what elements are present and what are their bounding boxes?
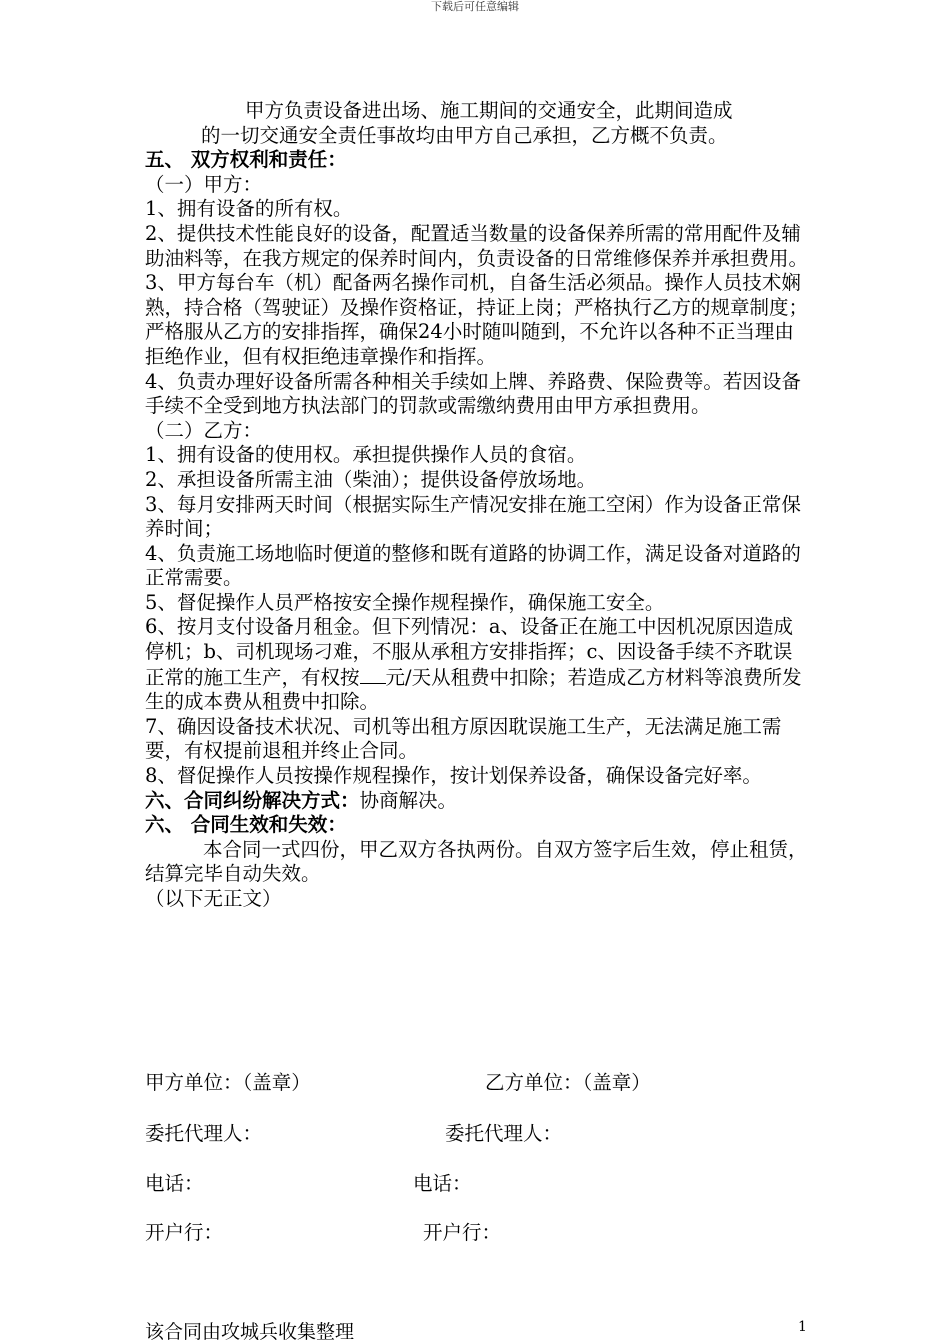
party-b-title: （二）乙方： [145, 418, 263, 442]
section-6b-title: 六、 合同生效和失效： [145, 813, 347, 837]
section-6b-text: 本合同一式四份，甲乙双方各执两份。自双方签字后生效，停止租赁，结算完毕自动失效。 [145, 837, 808, 886]
footer-note: 该合同由攻城兵收集整理 [145, 1321, 355, 1343]
party-b-item-1: 1、拥有设备的使用权。承担提供操作人员的食宿。 [145, 443, 587, 467]
party-b-agent: 委托代理人： [445, 1122, 563, 1145]
party-b-phone: 电话： [413, 1172, 472, 1195]
party-a-bank: 开户行： [145, 1221, 224, 1244]
traffic-line-2: 的一切交通安全责任事故均由甲方自己承担，乙方概不负责。 [201, 123, 728, 147]
party-b-bank: 开户行： [423, 1221, 502, 1244]
party-a-item-4: 4、负责办理好设备所需各种相关手续如上牌、养路费、保险费等。若因设备手续不全受到地方执法部门的罚款或需缴纳费用由甲方承担费用。 [145, 369, 801, 418]
party-b-item-3: 3、每月安排两天时间（根据实际生产情况安排在施工空闲）作为设备正常保养时间； [145, 492, 801, 541]
section-6a [145, 789, 810, 814]
party-a-item-1: 1、拥有设备的所有权。 [145, 197, 353, 221]
item-6-text-b: 元/天从租费中扣除；若造成乙方材料等浪费所发生的成本费从租费中扣除。 [145, 665, 802, 714]
party-a-unit: 甲方单位：（盖章） [145, 1071, 311, 1094]
page-number: 1 [798, 1319, 807, 1335]
party-a-title: （一）甲方： [145, 172, 263, 196]
contract-body [145, 99, 810, 912]
party-a-phone: 电话： [145, 1172, 204, 1195]
party-b-unit: 乙方单位：（盖章） [485, 1071, 651, 1094]
item-6-text-a: 6、按月支付设备月租金。但下列情况：a、设备正在施工中因机况原因造成停机；b、司机现场刁难，不服从承租方安排指挥；c、因设备手续不齐耽误正常的施工生产，有权按 [145, 615, 794, 689]
party-a-agent: 委托代理人： [145, 1122, 263, 1145]
party-b-item-6 [145, 615, 810, 714]
party-b-item-2: 2、承担设备所需主油（柴油）；提供设备停放场地。 [145, 467, 597, 491]
no-more-text: （以下无正文） [145, 887, 282, 910]
header-note: 下载后可任意编辑 [431, 0, 519, 13]
party-a-item-3: 3、甲方每台车（机）配备两名操作司机，自备生活必须品。操作人员技术娴熟，持合格（驾驶证）及操作资格证，持证上岗；严格执行乙方的规章制度；严格服从乙方的安排指挥，确保24小时随叫随到，不允许以各种不正当理由拒绝作业，但有权拒绝违章操作和指挥。 [145, 271, 809, 368]
party-b-item-5: 5、督促操作人员严格按安全操作规程操作，确保施工安全。 [145, 590, 665, 614]
section-6a-title: 六、合同纠纷解决方式： [145, 788, 360, 812]
party-a-item-2: 2、提供技术性能良好的设备，配置适当数量的设备保养所需的常用配件及辅助油料等，在我方规定的保养时间内，负责设备的日常维修保养并承担费用。 [145, 221, 809, 270]
amount-blank [360, 665, 386, 684]
party-b-item-7: 7、确因设备技术状况、司机等出租方原因耽误施工生产，无法满足施工需要，有权提前退租并终止合同。 [145, 714, 782, 763]
party-b-item-8: 8、督促操作人员按操作规程操作，按计划保养设备，确保设备完好率。 [145, 764, 762, 788]
section-5-title: 五、 双方权利和责任： [145, 148, 347, 172]
section-6a-text: 协商解决。 [359, 788, 458, 812]
traffic-line-1: 甲方负责设备进出场、施工期间的交通安全，此期间造成 [245, 99, 733, 122]
party-b-item-4: 4、负责施工场地临时便道的整修和既有道路的协调工作，满足设备对道路的正常需要。 [145, 541, 801, 590]
